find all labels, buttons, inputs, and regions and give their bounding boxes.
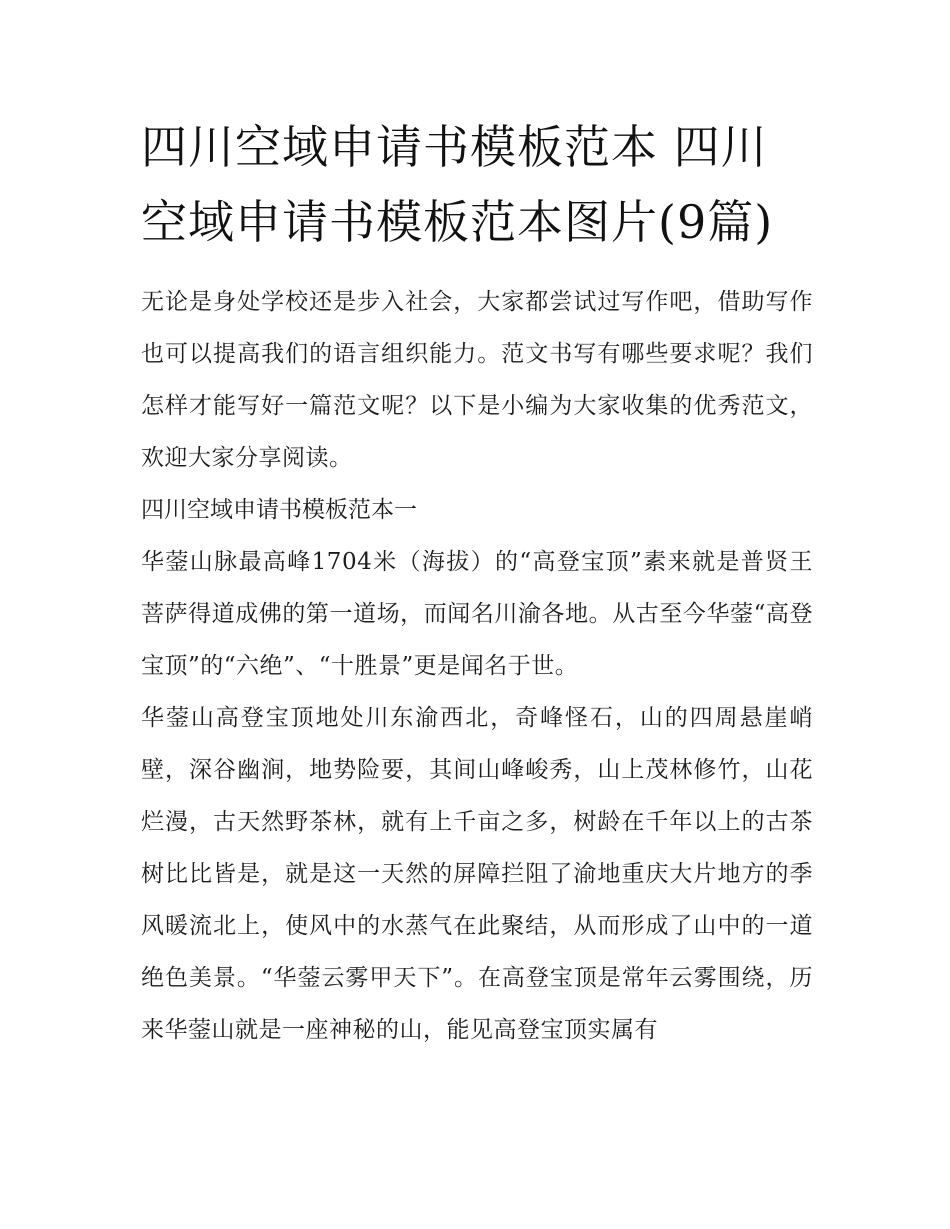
- section-heading: 四川空域申请书模板范本一: [141, 497, 417, 523]
- body-paragraph-1: 华蓥山脉最高峰1704米（海拔）的“高登宝顶”素来就是普贤王菩萨得道成佛的第一道场，而闻名川渝各地。从古至今华蓥“高登宝顶”的“六绝”、“十胜景”更是闻名于世。: [141, 549, 813, 679]
- document-page: [141, 110, 813, 1056]
- document-body: [141, 276, 813, 1056]
- intro-paragraph: 无论是身处学校还是步入社会，大家都尝试过写作吧，借助写作也可以提高我们的语言组织能力。范文书写有哪些要求呢？我们怎样才能写好一篇范文呢？以下是小编为大家收集的优秀范文，欢迎大家分享阅读。: [141, 289, 813, 471]
- document-title: 四川空域申请书模板范本 四川空域申请书模板范本图片(9篇): [141, 120, 774, 249]
- body-paragraph-2: 华蓥山高登宝顶地处川东渝西北，奇峰怪石，山的四周悬崖峭壁，深谷幽涧，地势险要，其间山峰峻秀，山上茂林修竹，山花烂漫，古天然野茶林，就有上千亩之多，树龄在千年以上的古茶树比比皆是，就是这一天然的屏障拦阻了渝地重庆大片地方的季风暖流北上，使风中的水蒸气在此聚结，从而形成了山中的一道绝色美景。“华蓥云雾甲天下”。在高登宝顶是常年云雾围绕，历来华蓥山就是一座神秘的山，能见高登宝顶实属有: [141, 705, 813, 1043]
